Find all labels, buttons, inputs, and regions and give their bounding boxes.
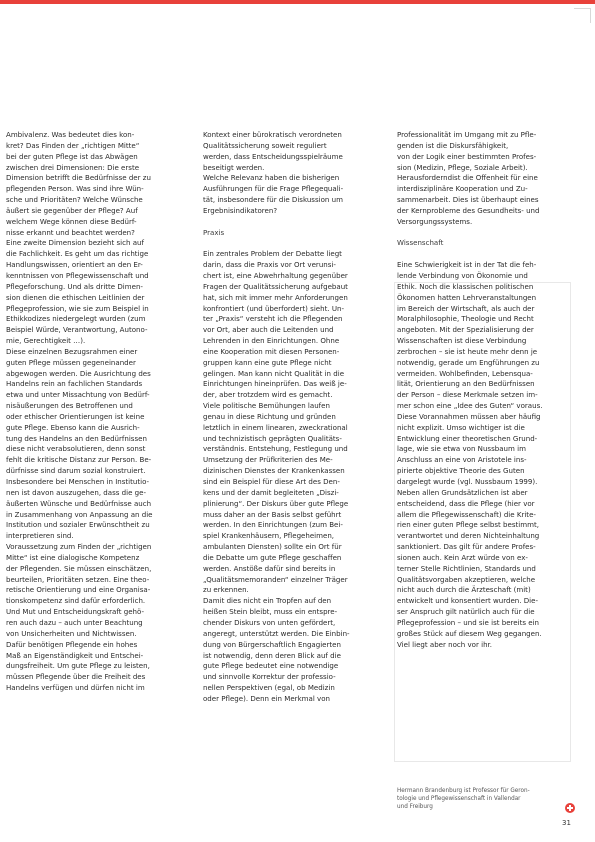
text-line: vermeiden. Wohlbefinden, Lebensqua- xyxy=(397,368,533,378)
text-line: äußert sie gegenüber der Pflege? Auf xyxy=(6,205,138,215)
text-line: letztlich in einem linearen, zweckrational xyxy=(203,422,348,432)
text-line: Handelns verfügen und dürfen nicht im xyxy=(6,683,145,693)
text-line: Und Mut und Entscheidungskraft gehö- xyxy=(6,607,144,617)
footnote-line: Hermann Brandenburg ist Professor für Geron- xyxy=(397,788,530,794)
text-line: nellen Perspektiven (egal, ob Medizin xyxy=(203,683,335,693)
text-line: Damit dies nicht ein Tropfen auf den xyxy=(203,596,332,606)
text-line: Viele politische Bemühungen laufen xyxy=(203,401,330,411)
text-line: der Person – diese Merkmale setzen im- xyxy=(397,390,538,400)
text-line: tionskompetenz sind dafür erforderlich. xyxy=(6,596,146,606)
text-line: und technizistisch geprägten Qualitäts- xyxy=(203,433,342,443)
page-number: 31 xyxy=(562,819,571,827)
text-line: Pflegeforschung. Und als dritte Dimen- xyxy=(6,281,143,291)
text-line: Lehrenden in den Einrichtungen. Ohne xyxy=(203,336,340,346)
text-column-2 xyxy=(203,130,389,705)
text-line: genden ist die Diskursfähigkeit, xyxy=(397,140,509,150)
text-line: dung von Bürgerschaftlich Engagierten xyxy=(203,639,341,649)
text-line: nisse erkannt und beachtet werden? xyxy=(6,227,135,237)
text-line: entwickelt und konsentiert wurden. Die- xyxy=(397,596,538,606)
text-line: konfrontiert (und überfordert) sieht. Un- xyxy=(203,303,344,313)
publisher-logo-icon xyxy=(565,803,575,813)
text-line: ren auch dazu – auch unter Beachtung xyxy=(6,617,143,627)
text-line: Versorgungssystems. xyxy=(397,216,473,226)
text-line: mie, Gerechtigkeit …). xyxy=(6,336,86,346)
text-line: im Bereich der Wirtschaft, als auch der xyxy=(397,303,535,313)
text-line: Maß an Eigenständigkeit und Entschei- xyxy=(6,650,144,660)
paragraph-gap xyxy=(397,228,573,239)
text-line: Handelns rein an fachlichen Standards xyxy=(6,379,143,389)
text-line: Wissenschaften ist diese Verbindung xyxy=(397,336,527,346)
text-line: gute Pflege. Ebenso kann die Ausrich- xyxy=(6,422,140,432)
text-line: notwendig, gerade um Engführungen zu xyxy=(397,357,540,367)
text-line: Mitte“ ist eine dialogische Kompetenz xyxy=(6,552,140,562)
text-line: äußerten Wünsche und Bedürfnisse auch xyxy=(6,498,152,508)
text-line: chert ist, eine Abwehrhaltung gegenüber xyxy=(203,270,348,280)
text-line: heißen Stein bleibt, muss ein entspre- xyxy=(203,607,338,617)
text-line: und sinnvolle Korrektur der professio- xyxy=(203,672,336,682)
text-line: sind ein Beispiel für diese Art des Den- xyxy=(203,477,340,486)
text-line: retische Orientierung und eine Organisa- xyxy=(6,585,151,595)
text-column-1 xyxy=(6,130,196,694)
text-line: Insbesondere bei Menschen in Institutio- xyxy=(6,477,150,486)
text-line: rien einer guten Pflege selbst bestimmt, xyxy=(397,520,539,530)
text-line: Neben allen Grundsätzlichen ist aber xyxy=(397,487,528,497)
text-line: sion (Medizin, Pflege, Soziale Arbeit). xyxy=(397,162,528,172)
text-line: Handlungswissen, orientiert an den Er- xyxy=(6,260,143,270)
text-line: lage, wie sie etwa von Nussbaum im xyxy=(397,444,526,454)
text-line: nicht explizit. Umso wichtiger ist die xyxy=(397,422,525,432)
text-line: Eine Schwierigkeit ist in der Tat die feh- xyxy=(397,260,537,270)
text-line: Eine zweite Dimension bezieht sich auf xyxy=(6,238,144,248)
text-line: terner Stelle Richtlinien, Standards und xyxy=(397,563,536,573)
text-line: vor Ort, aber auch die Leitenden und xyxy=(203,325,334,335)
text-line: Qualitätssicherung soweit reguliert xyxy=(203,140,327,150)
text-line: Ergebnisindikatoren? xyxy=(203,205,278,215)
section-heading: Praxis xyxy=(203,227,225,237)
text-line: genau in diese Richtung und gründen xyxy=(203,411,336,421)
text-line: Ökonomen hatten Lehrveranstaltungen xyxy=(397,292,537,302)
text-column-3 xyxy=(397,130,573,651)
text-line: werden. In den Einrichtungen (zum Bei- xyxy=(203,520,343,530)
text-line: die Debatte um gute Pflege geschaffen xyxy=(203,552,342,562)
text-line: eine Kooperation mit diesen Personen- xyxy=(203,346,340,356)
text-line: Dafür benötigen Pflegende ein hohes xyxy=(6,639,138,649)
text-line: ser Anspruch gilt natürlich auch für die xyxy=(397,607,535,617)
paragraph-gap xyxy=(203,217,389,228)
text-line: sche und Prioritäten? Welche Wünsche xyxy=(6,195,143,205)
text-line: dürfnisse sind darum sozial konstruiert. xyxy=(6,466,146,476)
text-line: diese nicht verabsolutieren, denn sonst xyxy=(6,444,146,454)
text-line: Ethik. Noch die klassischen politischen xyxy=(397,281,534,291)
text-line: kret? Das Finden der „richtigen Mitte“ xyxy=(6,140,140,150)
text-line: sion dienen die ethischen Leitlinien der xyxy=(6,292,145,302)
text-line: Pflegeprofession – und sie ist bereits ein xyxy=(397,617,540,627)
text-line: Institution und sozialer Erwünschtheit zu xyxy=(6,520,150,530)
text-line: plinierung“. Der Diskurs über gute Pflege xyxy=(203,498,349,508)
text-line: müssen Pflegende über die Freiheit des xyxy=(6,672,146,682)
text-line: interdisziplinäre Kooperation und Zu- xyxy=(397,184,528,194)
text-line: tung des Handelns an den Bedürfnissen xyxy=(6,433,147,443)
text-line: werden. Anstöße dafür sind bereits in xyxy=(203,563,336,573)
text-line: Diese einzelnen Bezugsrahmen einer xyxy=(6,346,138,356)
page-corner-mark xyxy=(574,8,591,23)
text-line: ist notwendig, denn deren Blick auf die xyxy=(203,650,341,660)
author-footnote xyxy=(397,788,569,811)
text-line: dungsfreiheit. Um gute Pflege zu leisten, xyxy=(6,661,150,671)
text-line: nen ist davon auszugehen, dass die ge- xyxy=(6,487,147,497)
text-line: verantwortet und deren Nichteinhaltung xyxy=(397,531,540,541)
text-line: die Fachlichkeit. Es geht um das richtige xyxy=(6,249,149,259)
text-line: Ausführungen für die Frage Pflegequali- xyxy=(203,184,344,194)
text-line: tät, insbesondere für die Diskussion um xyxy=(203,195,343,205)
text-line: Ambivalenz. Was bedeutet dies kon- xyxy=(6,130,135,139)
text-line: oder ethischer Orientierungen ist keine xyxy=(6,411,145,421)
text-line: welchem Wege können diese Bedürf- xyxy=(6,216,137,226)
text-line: beseitigt werden. xyxy=(203,162,265,172)
text-line: chender Diskurs von unten gefördert, xyxy=(203,617,336,627)
text-line: angeboten. Mit der Spezialisierung der xyxy=(397,325,534,335)
text-line: fehlt die kritische Distanz zur Person. Be- xyxy=(6,455,152,465)
text-line: Entwicklung einer theoretischen Grund- xyxy=(397,433,538,443)
text-line: Professionalität im Umgang mit zu Pfle- xyxy=(397,130,537,139)
text-line: hat, sich mit immer mehr Anforderungen xyxy=(203,292,348,302)
text-line: gute Pflege bedeutet eine notwendige xyxy=(203,661,339,671)
text-line: darin, dass die Praxis vor Ort verunsi- xyxy=(203,260,336,270)
text-line: Diese Vorannahmen müssen aber häufig xyxy=(397,411,541,421)
text-line: werden, dass Entscheidungsspielräume xyxy=(203,151,343,161)
text-line: abgewogen werden. Die Ausrichtung des xyxy=(6,368,151,378)
text-line: Kontext einer bürokratisch verordneten xyxy=(203,130,342,139)
text-line: Umsetzung der Prüfkriterien des Me- xyxy=(203,455,333,465)
text-line: der, aber trotzdem wird es gemacht. xyxy=(203,390,333,400)
text-line: sanktioniert. Das gilt für andere Profes- xyxy=(397,542,536,552)
text-line: Qualitätsvorgaben akzeptieren, welche xyxy=(397,574,536,584)
text-line: guten Pflege müssen gegeneinander xyxy=(6,357,136,367)
text-line: sionen auch. Kein Arzt würde von ex- xyxy=(397,552,528,562)
text-line: der Kernprobleme des Gesundheits- und xyxy=(397,205,540,215)
text-line: Pflegeprofession, wie sie zum Beispiel in xyxy=(6,303,149,313)
text-line: Dimension betrifft die Bedürfnisse der zu xyxy=(6,173,151,183)
text-line: spiel Krankenhäusern, Pflegeheimen, xyxy=(203,531,335,541)
section-heading: Wissenschaft xyxy=(397,238,444,248)
text-line: angeregt, unterstützt werden. Die Einbin- xyxy=(203,628,350,638)
footnote-line: und Freiburg xyxy=(397,803,433,810)
text-line: ter „Praxis“ versteht ich die Pflegenden xyxy=(203,314,343,324)
text-line: pflegenden Person. Was sind ihre Wün- xyxy=(6,184,144,194)
text-line: Beispiel Würde, Verantwortung, Autono- xyxy=(6,325,148,335)
text-line: Einrichtungen hineinprüfen. Das weiß je- xyxy=(203,379,347,389)
text-line: Herausforderndist die Offenheit für eine xyxy=(397,173,538,183)
text-line: zu erkennen. xyxy=(203,585,249,595)
text-line: verständnis. Entstehung, Festlegung und xyxy=(203,444,348,454)
text-line: kenntnissen von Pflegewissenschaft und xyxy=(6,270,149,280)
text-line: etwa und unter Missachtung von Bedürf- xyxy=(6,390,150,400)
text-line: Ethikkodizes niedergelegt wurden (zum xyxy=(6,314,146,324)
text-line: zwischen drei Dimensionen: Die erste xyxy=(6,162,140,172)
text-line: von der Logik einer bestimmten Profes- xyxy=(397,151,537,161)
text-line: der Pflegenden. Sie müssen einschätzen, xyxy=(6,563,152,573)
text-line: sammenarbeit. Dies ist überhaupt eines xyxy=(397,195,539,205)
text-line: ambulanten Diensten) sollte ein Ort für xyxy=(203,542,342,552)
text-line: Moralphilosophie, Theologie und Recht xyxy=(397,314,534,324)
text-line: mer schon eine „Idee des Guten“ voraus. xyxy=(397,401,543,411)
text-line: bei der guten Pflege ist das Abwägen xyxy=(6,151,138,161)
text-line: Voraussetzung zum Finden der „richtigen xyxy=(6,542,152,552)
text-line: von Unsicherheiten und Nichtwissen. xyxy=(6,628,137,638)
text-line: Anschluss an eine von Aristotele ins- xyxy=(397,455,527,465)
text-line: beurteilen, Prioritäten setzen. Eine theo- xyxy=(6,574,150,584)
text-line: Fragen der Qualitätssicherung aufgebaut xyxy=(203,281,348,291)
paragraph-gap xyxy=(397,249,573,260)
text-line: nicht auch durch die Ärzteschaft (mit) xyxy=(397,585,531,595)
text-line: Viel liegt aber noch vor ihr. xyxy=(397,639,493,649)
text-line: interpretieren sind. xyxy=(6,531,74,541)
text-line: oder Pflege). Denn ein Merkmal von xyxy=(203,693,330,703)
text-line: nisäußerungen des Betroffenen und xyxy=(6,401,133,411)
text-line: „Qualitätsmemoranden“ einzelner Träger xyxy=(203,574,348,584)
text-line: dizinischen Dienstes der Krankenkassen xyxy=(203,466,345,476)
text-line: gelingen. Man kann nicht Qualität in die xyxy=(203,368,345,378)
text-line: lende Verbindung von Ökonomie und xyxy=(397,270,528,280)
text-line: gruppen kann eine gute Pflege nicht xyxy=(203,357,332,367)
text-line: allem die Pflegewissenschaft) die Krite- xyxy=(397,509,536,519)
top-bar-divider xyxy=(0,4,595,5)
text-line: großes Stück auf diesem Weg gegangen. xyxy=(397,628,542,638)
paragraph-gap xyxy=(203,238,389,249)
text-line: kens und der damit begleiteten „Diszi- xyxy=(203,487,339,497)
text-line: muss daher an der Basis selbst geführt xyxy=(203,509,342,519)
text-line: entscheidend, dass die Pflege (hier vor xyxy=(397,498,535,508)
text-line: lität, Orientierung an den Bedürfnissen xyxy=(397,379,535,389)
footnote-line: tologie und Pflegewissenschaft in Vallendar xyxy=(397,795,521,802)
text-line: zerbrochen – sie ist heute mehr denn je xyxy=(397,346,538,356)
text-line: Ein zentrales Problem der Debatte liegt xyxy=(203,249,342,259)
text-line: in Zusammenhang von Anpassung an die xyxy=(6,509,153,519)
text-line: pirierte objektive Theorie des Guten xyxy=(397,466,525,476)
text-line: Welche Relevanz haben die bisherigen xyxy=(203,173,340,183)
text-line: dargelegt wurde (vgl. Nussbaum 1999). xyxy=(397,477,538,486)
